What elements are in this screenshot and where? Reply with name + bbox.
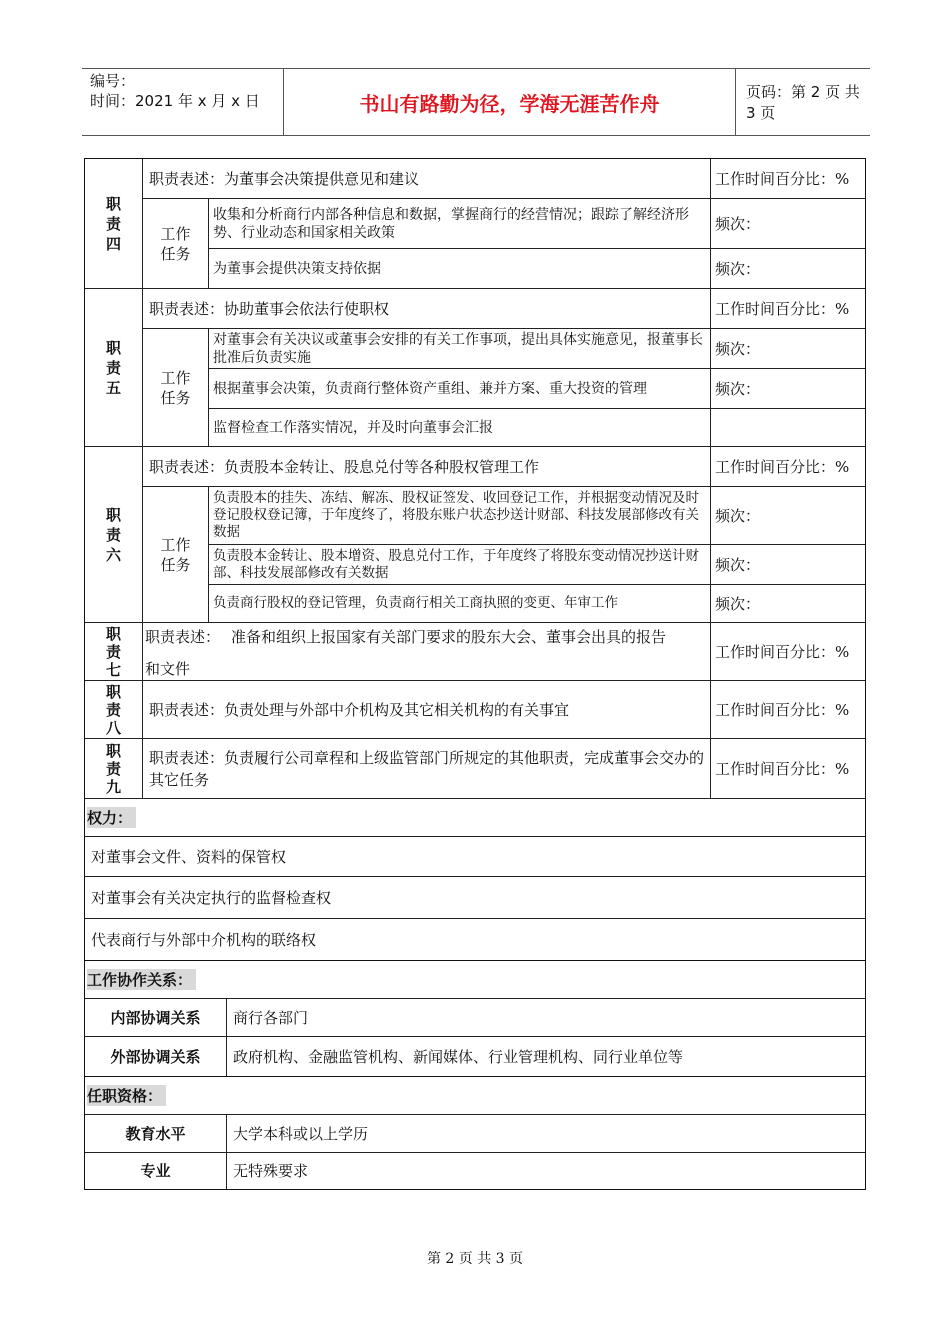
duty-7-desc-tail: 和文件 [145,660,191,678]
duty-6-task-2: 负责股本金转让、股本增资、股息兑付工作，于年度终了将股东变动情况抄送计财部、科技发展部修改有关数据 [209,545,711,585]
duty-6-task-label: 工作 任务 [143,487,209,623]
doc-time-label: 时间：2021 年 x 月 x 日 [90,92,260,110]
external-relations-label: 外部协调关系 [85,1037,227,1077]
external-relations-value: 政府机构、金融监管机构、新闻媒体、行业管理机构、同行业单位等 [227,1037,865,1077]
duty-5-label: 职 责 五 [85,289,143,447]
duty-9-label: 职 责 九 [85,739,143,799]
education-value: 大学本科或以上学历 [227,1115,865,1153]
duty-8-time-percent: 工作时间百分比：% [711,681,865,739]
duty-7-time-percent: 工作时间百分比：% [711,623,865,681]
duty-6-task-1: 负责股本的挂失、冻结、解冻、股权证签发、收回登记工作，并根据变动情况及时登记股权登记簿，于年度终了，将股东账户状态抄送计财部、科技发展部修改有关数据 [209,487,711,545]
duty-7-label: 职 责 七 [85,623,143,681]
internal-relations-label: 内部协调关系 [85,999,227,1037]
duty-6-task-3: 负责商行股权的登记管理，负责商行相关工商执照的变更、年审工作 [209,585,711,623]
duty-4-time-percent: 工作时间百分比：% [711,159,865,199]
duty-6-task-2-frequency: 频次： [711,545,865,585]
powers-section-header [85,799,865,837]
duty-5-task-1: 对董事会有关决议或董事会安排的有关工作事项，提出具体实施意见，报董事长批准后负责实施 [209,329,711,369]
duty-6-time-percent: 工作时间百分比：% [711,447,865,487]
duty-8-label: 职 责 八 [85,681,143,739]
duty-6-task-1-frequency: 频次： [711,487,865,545]
doc-number-label: 编号： [90,72,136,90]
duty-5-task-3: 监督检查工作落实情况，并及时向董事会汇报 [209,409,711,447]
duty-4-task-1: 收集和分析商行内部各种信息和数据，掌握商行的经营情况；跟踪了解经济形势、行业动态和国家相关政策 [209,199,711,249]
header-page-number: 页码：第 2 页 共 3 页 [746,83,860,122]
duty-9-time-percent: 工作时间百分比：% [711,739,865,799]
duty-5-description: 职责表述：协助董事会依法行使职权 [143,289,711,329]
header-meta [82,69,284,135]
duty-5-task-2-frequency: 频次： [711,369,865,409]
education-label: 教育水平 [85,1115,227,1153]
duty-5-task-1-frequency: 频次： [711,329,865,369]
duty-5-task-3-frequency [711,409,865,447]
duty-5-time-percent: 工作时间百分比：% [711,289,865,329]
duty-7-description [143,623,711,681]
header-motto: 书山有路勤为径，学海无涯苦作舟 [284,69,736,135]
qualifications-title: 任职资格： [87,1085,166,1106]
page-footer: 第 2 页 共 3 页 [426,1251,524,1267]
job-description-table [84,158,866,1190]
duty-6-label: 职 责 六 [85,447,143,623]
duty-5-task-2: 根据董事会决策，负责商行整体资产重组、兼并方案、重大投资的管理 [209,369,711,409]
duty-9-description: 职责表述：负责履行公司章程和上级监管部门所规定的其他职责，完成董事会交办的其它任务 [143,739,711,799]
major-label: 专业 [85,1153,227,1189]
relations-title: 工作协作关系： [87,969,196,990]
duty-4-task-label: 工作 任务 [143,199,209,289]
duty-4-task-1-frequency: 频次： [711,199,865,249]
relations-section-header [85,961,865,999]
qualifications-section-header [85,1077,865,1115]
power-item-1: 对董事会文件、资料的保管权 [85,837,865,877]
page-header [82,68,870,136]
duty-4-description: 职责表述：为董事会决策提供意见和建议 [143,159,711,199]
duty-6-task-3-frequency: 频次： [711,585,865,623]
major-value: 无特殊要求 [233,1162,309,1180]
internal-relations-value: 商行各部门 [227,999,865,1037]
duty-4-label: 职 责 四 [85,159,143,289]
duty-6-description: 职责表述：负责股本金转让、股息兑付等各种股权管理工作 [143,447,711,487]
duty-4-task-2: 为董事会提供决策支持依据 [209,249,711,289]
power-item-2: 对董事会有关决定执行的监督检查权 [85,877,865,919]
duty-8-description: 职责表述：负责处理与外部中介机构及其它相关机构的有关事宜 [143,681,711,739]
duty-4-task-2-frequency: 频次： [711,249,865,289]
powers-title: 权力： [87,807,136,828]
power-item-3: 代表商行与外部中介机构的联络权 [85,919,865,961]
duty-7-desc-body: 准备和组织上报国家有关部门要求的股东大会、董事会出具的报告 [231,628,667,646]
duty-5-task-label: 工作 任务 [143,329,209,447]
duty-7-desc-prefix: 职责表述： [145,628,221,646]
